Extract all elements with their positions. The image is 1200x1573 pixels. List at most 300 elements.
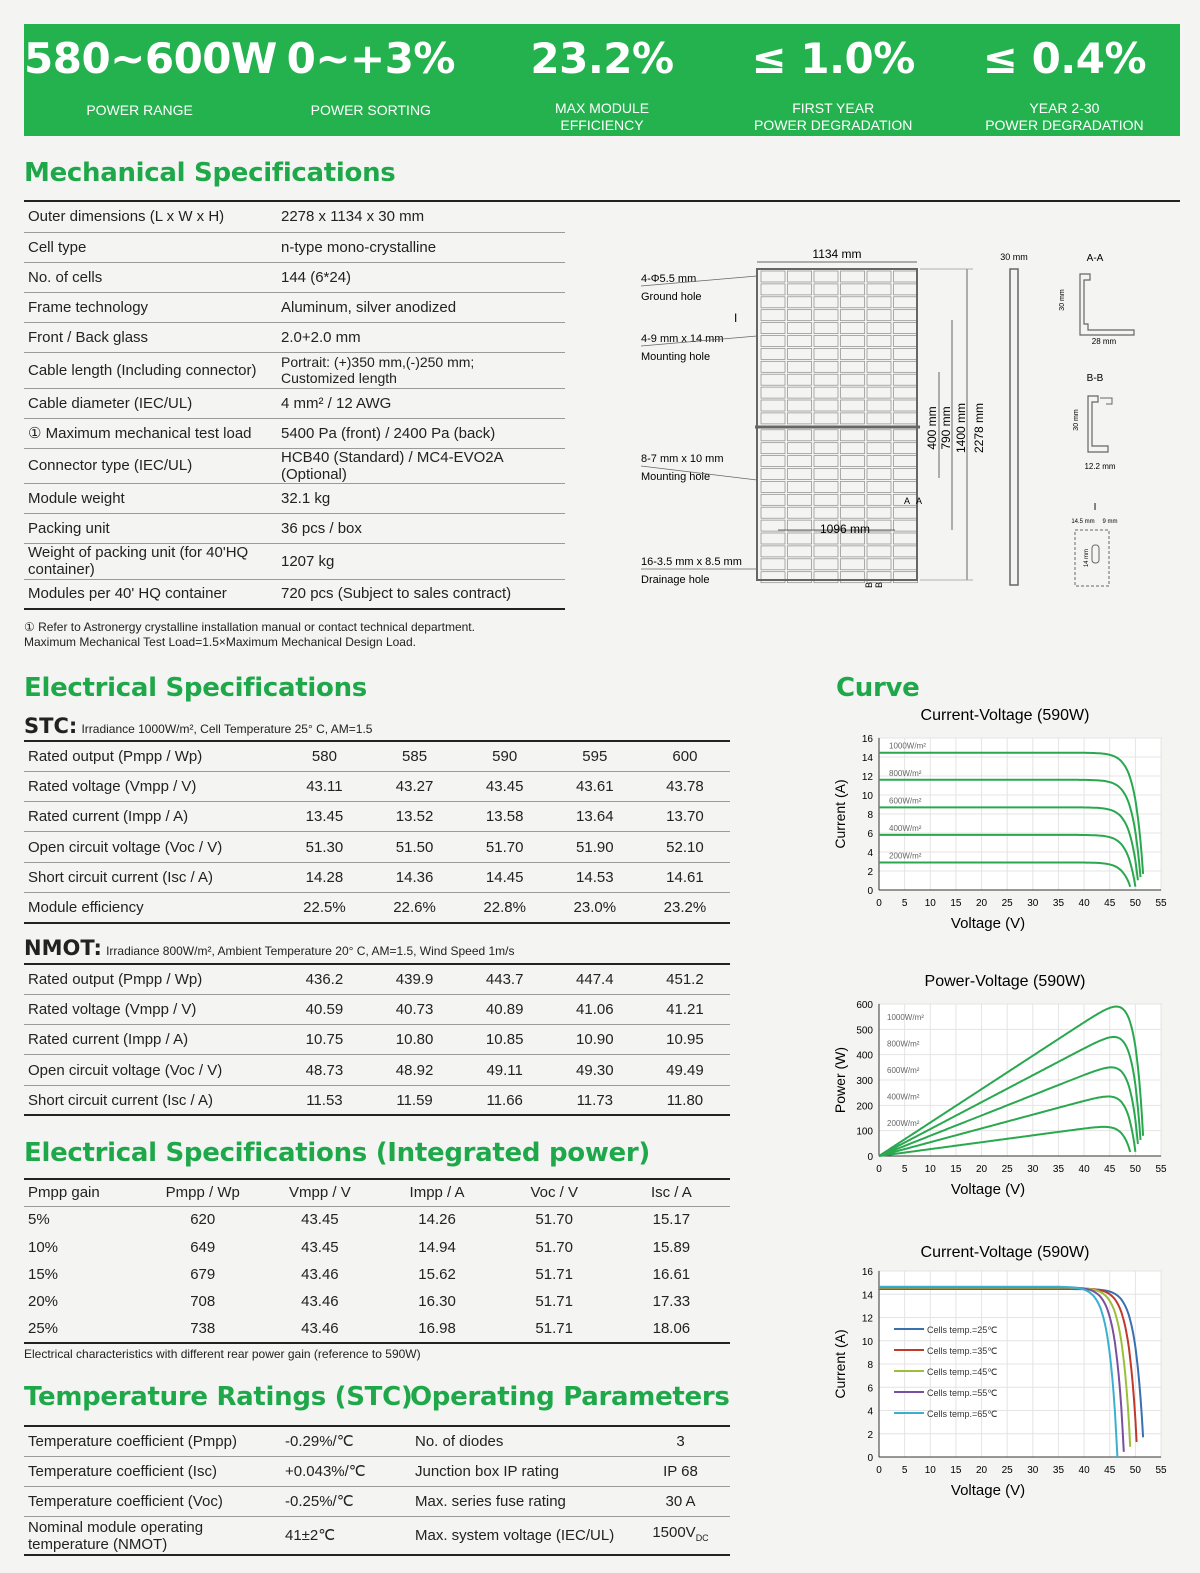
param-value: 22.8%: [460, 892, 550, 922]
module-cell: [788, 374, 812, 385]
mechanical-row: [24, 579, 565, 609]
banner-label: POWER SORTING: [310, 102, 431, 118]
banner-value: ≤ 1.0%: [751, 34, 915, 83]
integrated-cell: 43.46: [301, 1265, 339, 1283]
x-tick-label: 35: [1052, 1465, 1065, 1476]
y-tick-label: 12: [861, 772, 873, 783]
param-value: 13.64: [550, 802, 640, 832]
module-cell: [788, 456, 812, 467]
param-value: 14.36: [369, 862, 459, 892]
module-cell: [841, 310, 865, 321]
spec-value: 36 pcs / box: [277, 513, 565, 543]
integrated-cell: 16.98: [378, 1316, 495, 1343]
param-value: 14.28: [279, 862, 369, 892]
operating-value: [631, 1487, 730, 1517]
module-cell: [761, 400, 785, 411]
module-cell: [761, 494, 785, 505]
drainage-hole-dim: 16-3.5 mm x 8.5 mm: [641, 556, 742, 568]
module-cell: [788, 348, 812, 359]
module-cell: [814, 336, 838, 347]
integrated-cell: 10%: [28, 1238, 59, 1256]
operating-value: [631, 1456, 730, 1486]
series-label: 200W/m²: [887, 1119, 920, 1128]
note-line-2: Maximum Mechanical Test Load=1.5×Maximum Mechanical Design Load.: [24, 635, 416, 649]
param-value: 11.73: [550, 1085, 640, 1115]
temp-value: +0.043%/℃: [281, 1456, 411, 1486]
series-label: 1000W/m²: [889, 741, 926, 751]
section-b-marker-1: B: [864, 581, 874, 588]
mechanical-note: [24, 620, 475, 650]
integrated-row: [24, 1233, 730, 1260]
chart-title: Power-Voltage (590W): [924, 973, 1086, 990]
mechanical-row: [24, 232, 565, 262]
module-cell: [841, 572, 865, 583]
x-tick-label: 0: [876, 1164, 882, 1175]
module-cell: [761, 284, 785, 295]
module-cell: [867, 361, 891, 372]
mechanical-row: [24, 292, 565, 322]
y-tick-label: 16: [861, 734, 873, 745]
section-a-marker-1: A: [904, 496, 911, 506]
series-label: 400W/m²: [887, 1092, 920, 1102]
x-tick-label: 15: [950, 1164, 962, 1175]
x-tick-label: 50: [1129, 1164, 1141, 1175]
module-cell: [841, 559, 865, 570]
banner-cell: [949, 24, 1180, 136]
integrated-cell: 16.61: [652, 1265, 691, 1283]
series-label: 800W/m²: [889, 768, 922, 778]
section-bb-width: 12.2 mm: [1084, 462, 1116, 471]
drainage-hole-label: Drainage hole: [641, 574, 710, 586]
x-tick-label: 30: [1027, 1164, 1039, 1175]
operating-name: Junction box IP rating: [411, 1456, 631, 1486]
module-cell: [841, 507, 865, 518]
param-value: 436.2: [279, 964, 369, 994]
module-cell: [894, 387, 918, 398]
x-tick-label: 5: [901, 898, 908, 909]
x-tick-label: 0: [876, 1465, 882, 1476]
operating-name: No. of diodes: [411, 1426, 631, 1456]
detail-i-gap: 9 mm: [1102, 519, 1118, 525]
module-cell: [814, 469, 838, 480]
electrical-row: [24, 771, 730, 801]
electrical-row: [24, 1055, 730, 1085]
legend-label: Cells temp.=55℃: [927, 1388, 998, 1398]
series-label: 600W/m²: [889, 796, 922, 806]
stc-label: STC:: [24, 714, 78, 738]
param-value: 43.45: [460, 771, 550, 801]
y-tick-label: 2: [867, 867, 873, 878]
temp-value: 41±2℃: [281, 1517, 411, 1555]
temp-name: Nominal module operating temperature (NMOT): [24, 1517, 281, 1555]
x-tick-label: 35: [1052, 1164, 1065, 1175]
param-value: 22.6%: [369, 892, 459, 922]
nmot-table: [24, 963, 730, 1116]
integrated-title: Electrical Specifications (Integrated power): [24, 1138, 650, 1168]
param-value: 40.89: [460, 994, 550, 1024]
param-value: 14.53: [550, 862, 640, 892]
param-value: 52.10: [640, 832, 730, 862]
module-cell: [761, 469, 785, 480]
x-tick-label: 40: [1078, 898, 1090, 909]
module-cell: [788, 533, 812, 544]
mechanical-row: [24, 543, 565, 579]
param-value: 43.61: [550, 771, 640, 801]
mechanical-row: [24, 352, 565, 388]
spec-name: Packing unit: [24, 513, 277, 543]
param-value: 585: [369, 741, 459, 771]
integrated-cell: 43.46: [261, 1316, 378, 1343]
module-cell: [761, 572, 785, 583]
mechanical-row: [24, 483, 565, 513]
module-cell: [788, 469, 812, 480]
module-cell: [841, 430, 865, 441]
width-dim: 1134 mm: [812, 247, 862, 261]
mechanical-row: [24, 448, 565, 483]
x-tick-label: 45: [1104, 898, 1116, 909]
key-figures-banner: [24, 24, 1180, 136]
module-cell: [867, 443, 891, 454]
nmot-header: [24, 936, 515, 960]
x-tick-label: 10: [924, 1164, 936, 1175]
module-cell: [788, 284, 812, 295]
param-value: 10.75: [279, 1025, 369, 1055]
integrated-cell: 15.89: [652, 1238, 691, 1256]
x-tick-label: 10: [924, 898, 936, 909]
x-tick-label: 25: [1001, 1465, 1013, 1476]
y-tick-label: 500: [856, 1025, 873, 1037]
module-cell: [814, 348, 838, 359]
param-value: 13.58: [460, 802, 550, 832]
y-tick-label: 600: [856, 1000, 873, 1011]
spec-name: Weight of packing unit (for 40'HQ container): [24, 543, 277, 579]
x-tick-label: 45: [1104, 1164, 1116, 1175]
module-cell: [894, 572, 918, 583]
operating-value-sub: DC: [695, 1533, 709, 1544]
column-header: Voc / V: [496, 1179, 613, 1206]
param-name: Short circuit current (Isc / A): [24, 862, 279, 892]
ground-hole-label: Ground hole: [641, 291, 702, 303]
module-cell: [841, 284, 865, 295]
module-cell: [841, 546, 865, 557]
module-cell: [894, 546, 918, 557]
param-value: 51.50: [369, 832, 459, 862]
mechanical-table: [24, 202, 565, 610]
x-tick-label: 25: [1001, 898, 1013, 909]
dim-790: 790 mm: [939, 406, 953, 450]
param-value: 41.06: [550, 994, 640, 1024]
integrated-row: [24, 1316, 730, 1343]
module-cell: [761, 348, 785, 359]
curve-title: Curve: [836, 673, 920, 703]
param-value: 600: [640, 741, 730, 771]
x-tick-label: 10: [924, 1465, 936, 1476]
electrical-row: [24, 1025, 730, 1055]
note-line-1: ① Refer to Astronergy crystalline installation manual or contact technical department.: [24, 620, 475, 634]
module-cell: [894, 361, 918, 372]
electrical-row: [24, 892, 730, 922]
banner-value: 580~600W: [24, 34, 277, 83]
module-cell: [788, 361, 812, 372]
temp-name: Temperature coefficient (Isc): [24, 1456, 281, 1486]
module-cell: [761, 533, 785, 544]
module-cell: [894, 271, 918, 282]
module-cell: [788, 481, 812, 492]
module-cell: [867, 310, 891, 321]
y-tick-label: 0: [867, 1152, 873, 1163]
module-cell: [841, 443, 865, 454]
mechanical-row: [24, 202, 565, 232]
integrated-cell: 15.62: [418, 1265, 456, 1283]
module-cell: [761, 520, 785, 531]
module-cell: [867, 507, 891, 518]
module-cell: [814, 297, 838, 308]
y-tick-label: 14: [861, 753, 873, 764]
module-cell: [814, 361, 838, 372]
column-header: Impp / A: [378, 1179, 495, 1206]
module-cell: [814, 387, 838, 398]
x-tick-label: 30: [1027, 898, 1039, 909]
spec-name: Frame technology: [24, 292, 277, 322]
section-bb-title: B-B: [1086, 373, 1104, 384]
y-tick-label: 12: [861, 1313, 873, 1325]
module-cell: [894, 481, 918, 492]
module-cell: [841, 413, 865, 424]
operating-value-text: 30 A: [665, 1493, 696, 1511]
param-value: 595: [550, 741, 640, 771]
module-cell: [814, 546, 838, 557]
module-cell: [894, 400, 918, 411]
iv-chart-temperature: [826, 1244, 1176, 1512]
series-label: 200W/m²: [889, 851, 922, 861]
param-value: 51.90: [550, 832, 640, 862]
module-cell: [761, 323, 785, 334]
param-name: Rated output (Pmpp / Wp): [24, 741, 279, 771]
module-cell: [788, 310, 812, 321]
temp-name: Temperature coefficient (Pmpp): [24, 1426, 281, 1456]
section-aa-height: 30 mm: [1059, 289, 1066, 311]
y-tick-label: 0: [867, 886, 873, 897]
column-header: Isc / A: [613, 1179, 730, 1206]
operating-value: [631, 1426, 730, 1456]
module-cell: [894, 559, 918, 570]
x-tick-label: 5: [901, 1164, 908, 1175]
banner-label: YEAR 2-30 POWER DEGRADATION: [985, 100, 1144, 133]
spec-name: Cable length (Including connector): [24, 352, 277, 388]
x-tick-label: 45: [1104, 1465, 1116, 1476]
integrated-cell: 738: [144, 1316, 261, 1343]
y-tick-label: 100: [856, 1126, 873, 1138]
thickness-dim: 30 mm: [1000, 252, 1028, 262]
dim-400: 400 mm: [925, 406, 939, 450]
param-value: 49.30: [550, 1055, 640, 1085]
y-tick-label: 8: [867, 1360, 873, 1371]
module-cell: [841, 297, 865, 308]
module-cell: [867, 546, 891, 557]
integrated-cell: 679: [190, 1265, 216, 1283]
module-cell: [814, 430, 838, 441]
module-cell: [867, 297, 891, 308]
module-cell: [814, 413, 838, 424]
integrated-cell: 51.70: [535, 1238, 573, 1256]
module-cell: [867, 469, 891, 480]
detail-i-width: 14.5 mm: [1071, 519, 1095, 525]
column-header: Vmpp / V: [261, 1179, 378, 1206]
series-label: 600W/m²: [887, 1066, 920, 1075]
spec-name: Connector type (IEC/UL): [24, 448, 277, 483]
module-cell: [841, 456, 865, 467]
param-name: Rated current (Impp / A): [24, 1025, 279, 1055]
module-cell: [841, 336, 865, 347]
param-value: 40.73: [369, 994, 459, 1024]
module-cell: [761, 310, 785, 321]
banner-label: POWER RANGE: [86, 102, 193, 118]
mounting-hole-dim-1: 4-9 mm x 14 mm: [641, 333, 724, 345]
param-value: 49.11: [460, 1055, 550, 1085]
spec-name: Cell type: [24, 232, 277, 262]
module-cell: [867, 374, 891, 385]
electrical-row: [24, 862, 730, 892]
module-cell: [867, 430, 891, 441]
legend-label: Cells temp.=65℃: [927, 1409, 998, 1419]
module-cell: [761, 443, 785, 454]
module-cell: [761, 481, 785, 492]
param-value: 22.5%: [279, 892, 369, 922]
param-value: 439.9: [369, 964, 459, 994]
temp-value: -0.29%/℃: [281, 1426, 411, 1456]
module-cell: [841, 469, 865, 480]
param-value: 48.92: [369, 1055, 459, 1085]
series-label: 800W/m²: [887, 1039, 920, 1049]
integrated-cell: 20%: [28, 1293, 59, 1311]
spec-name: Module weight: [24, 483, 277, 513]
module-cell: [788, 387, 812, 398]
banner-value: 0~+3%: [286, 34, 456, 83]
section-aa-title: A-A: [1086, 253, 1104, 264]
module-cell: [814, 323, 838, 334]
mechanical-row: [24, 513, 565, 543]
integrated-cell: 43.46: [301, 1293, 339, 1311]
module-cell: [867, 348, 891, 359]
y-tick-label: 400: [856, 1050, 873, 1062]
temp-operating-row: [24, 1487, 730, 1517]
mechanical-row: [24, 388, 565, 418]
temp-operating-row: [24, 1456, 730, 1486]
param-value: 451.2: [640, 964, 730, 994]
y-tick-label: 16: [861, 1267, 873, 1278]
chart-title: Current-Voltage (590W): [920, 707, 1090, 724]
detail-i-height: 14 mm: [1084, 548, 1090, 568]
electrical-row: [24, 964, 730, 994]
module-cell: [788, 430, 812, 441]
module-cell: [788, 507, 812, 518]
param-value: 13.52: [369, 802, 459, 832]
operating-name: Max. system voltage (IEC/UL): [411, 1517, 631, 1555]
integrated-cell: 16.30: [418, 1293, 456, 1311]
module-cell: [894, 507, 918, 518]
spec-value: 144 (6*24): [277, 262, 565, 292]
side-profile: [1010, 269, 1018, 585]
integrated-row: [24, 1261, 730, 1288]
legend-label: Cells temp.=45℃: [927, 1367, 998, 1377]
param-value: 43.78: [640, 771, 730, 801]
electrical-row: [24, 1085, 730, 1115]
y-tick-label: 200: [856, 1101, 873, 1113]
spec-value: n-type mono-crystalline: [277, 232, 565, 262]
electrical-title: Electrical Specifications: [24, 673, 367, 703]
spec-value: Portrait: (+)350 mm,(-)250 mm; Customized length: [277, 352, 565, 388]
x-tick-label: 55: [1155, 1164, 1167, 1175]
param-value: 11.59: [369, 1085, 459, 1115]
module-cell: [867, 271, 891, 282]
module-cell: [761, 413, 785, 424]
module-cell: [814, 481, 838, 492]
x-tick-label: 40: [1078, 1465, 1090, 1476]
module-drawing: [630, 240, 1150, 600]
x-tick-label: 15: [950, 1465, 962, 1476]
x-tick-label: 40: [1078, 1164, 1090, 1175]
banner-label: FIRST YEAR POWER DEGRADATION: [754, 100, 913, 133]
operating-value-text: IP 68: [663, 1462, 698, 1480]
section-bb-height: 30 mm: [1073, 409, 1080, 431]
spec-name: Front / Back glass: [24, 322, 277, 352]
param-value: 23.0%: [550, 892, 640, 922]
module-cell: [841, 348, 865, 359]
module-cell: [814, 271, 838, 282]
module-cell: [841, 387, 865, 398]
param-name: Open circuit voltage (Voc / V): [24, 832, 279, 862]
y-tick-label: 4: [867, 848, 873, 859]
iv-chart-irradiance: [826, 707, 1176, 967]
y-tick-label: 4: [867, 1406, 873, 1418]
spec-value: 1207 kg: [277, 543, 565, 579]
module-cell: [788, 443, 812, 454]
param-value: 443.7: [460, 964, 550, 994]
module-cell: [814, 443, 838, 454]
spec-value: 5400 Pa (front) / 2400 Pa (back): [277, 418, 565, 448]
integrated-cell: 14.94: [418, 1238, 456, 1256]
module-cell: [867, 494, 891, 505]
banner-value: 23.2%: [530, 34, 674, 83]
param-value: 447.4: [550, 964, 640, 994]
param-value: 40.59: [279, 994, 369, 1024]
module-cell: [761, 361, 785, 372]
spec-name: Modules per 40' HQ container: [24, 579, 277, 609]
section-aa-width: 28 mm: [1091, 337, 1117, 346]
module-cell: [814, 456, 838, 467]
spec-value: HCB40 (Standard) / MC4-EVO2A (Optional): [277, 448, 565, 483]
x-tick-label: 50: [1129, 1465, 1141, 1476]
integrated-cell: 708: [190, 1293, 216, 1311]
spec-value: 4 mm² / 12 AWG: [277, 388, 565, 418]
module-cell: [867, 387, 891, 398]
operating-title: Operating Parameters: [410, 1382, 730, 1412]
spec-name: Cable diameter (IEC/UL): [24, 388, 277, 418]
y-axis-label: Current (A): [832, 1329, 848, 1399]
module-cell: [788, 494, 812, 505]
x-axis-label: Voltage (V): [950, 1181, 1026, 1198]
module-cell: [788, 520, 812, 531]
module-cell: [814, 507, 838, 518]
integrated-cell: 51.71: [535, 1293, 573, 1311]
module-cell: [894, 348, 918, 359]
module-cell: [894, 284, 918, 295]
module-cell: [867, 559, 891, 570]
module-cell: [814, 572, 838, 583]
integrated-header-row: [24, 1179, 730, 1206]
series-label: 1000W/m²: [887, 1013, 924, 1022]
module-cell: [841, 271, 865, 282]
